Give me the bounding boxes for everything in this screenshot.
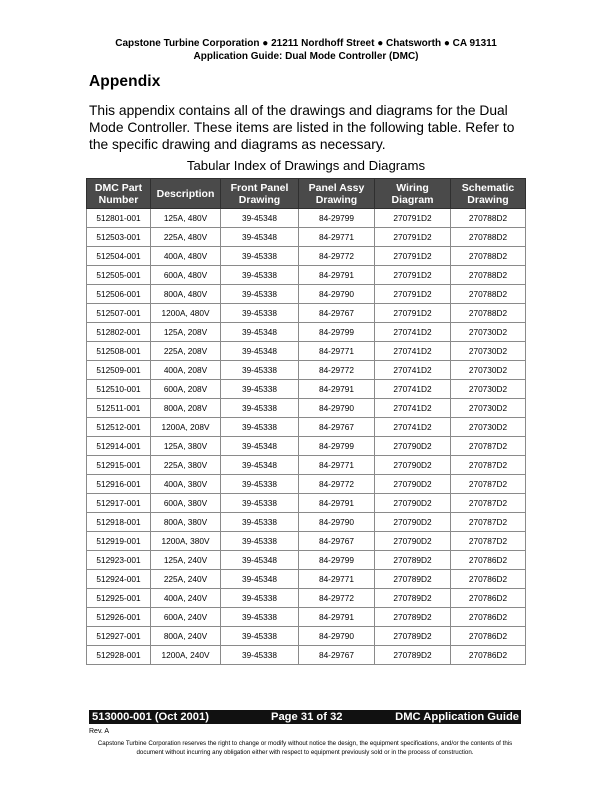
cell-panel-assy: 84-29799 [299, 209, 375, 228]
cell-front-panel: 39-45338 [221, 513, 299, 532]
table-row [87, 437, 526, 456]
footer-disclaimer: Capstone Turbine Corporation reserves the right to change or modify without notice the design, the equipment specifications, and/or the contents of this document without incurring any obligation either with respect to equipment previously sold or in the process of construction. [97, 740, 513, 756]
cell-description: 125A, 480V [151, 209, 221, 228]
cell-wiring: 270789D2 [375, 646, 451, 665]
cell-schematic: 270788D2 [451, 285, 526, 304]
page-header [0, 37, 612, 63]
cell-wiring: 270790D2 [375, 456, 451, 475]
table-row [87, 475, 526, 494]
cell-schematic: 270788D2 [451, 304, 526, 323]
cell-part-number: 512802-001 [87, 323, 151, 342]
cell-wiring: 270741D2 [375, 418, 451, 437]
cell-description: 125A, 380V [151, 437, 221, 456]
cell-front-panel: 39-45338 [221, 494, 299, 513]
table-caption: Tabular Index of Drawings and Diagrams [186, 158, 426, 173]
intro-paragraph: This appendix contains all of the drawings and diagrams for the Dual Mode Controller. These items are listed in the following table. Refer to the specific drawing and diagrams as necessary. [89, 103, 515, 152]
header-address: Capstone Turbine Corporation ● 21211 Nordhoff Street ● Chatsworth ● CA 91311 [115, 38, 497, 49]
cell-wiring: 270741D2 [375, 399, 451, 418]
col-header-description: Description [151, 179, 221, 209]
cell-schematic: 270787D2 [451, 475, 526, 494]
cell-panel-assy: 84-29791 [299, 494, 375, 513]
col-header-front-panel: Front Panel Drawing [221, 179, 299, 209]
cell-front-panel: 39-45348 [221, 209, 299, 228]
cell-front-panel: 39-45338 [221, 418, 299, 437]
cell-description: 125A, 208V [151, 323, 221, 342]
cell-part-number: 512925-001 [87, 589, 151, 608]
cell-description: 400A, 208V [151, 361, 221, 380]
cell-wiring: 270789D2 [375, 627, 451, 646]
cell-schematic: 270787D2 [451, 494, 526, 513]
cell-wiring: 270741D2 [375, 323, 451, 342]
cell-wiring: 270791D2 [375, 228, 451, 247]
cell-description: 800A, 380V [151, 513, 221, 532]
cell-description: 225A, 208V [151, 342, 221, 361]
table-row [87, 209, 526, 228]
cell-part-number: 512917-001 [87, 494, 151, 513]
cell-schematic: 270788D2 [451, 209, 526, 228]
cell-wiring: 270741D2 [375, 380, 451, 399]
cell-part-number: 512919-001 [87, 532, 151, 551]
cell-part-number: 512801-001 [87, 209, 151, 228]
cell-description: 1200A, 380V [151, 532, 221, 551]
table-row [87, 570, 526, 589]
cell-part-number: 512923-001 [87, 551, 151, 570]
cell-front-panel: 39-45348 [221, 342, 299, 361]
cell-schematic: 270787D2 [451, 532, 526, 551]
cell-front-panel: 39-45338 [221, 285, 299, 304]
footer-bar [89, 710, 521, 724]
footer-page-number: Page 31 of 32 [271, 711, 343, 723]
cell-wiring: 270790D2 [375, 494, 451, 513]
cell-panel-assy: 84-29790 [299, 399, 375, 418]
col-header-wiring: Wiring Diagram [375, 179, 451, 209]
table-body [87, 209, 526, 665]
cell-panel-assy: 84-29799 [299, 323, 375, 342]
cell-part-number: 512924-001 [87, 570, 151, 589]
cell-part-number: 512914-001 [87, 437, 151, 456]
cell-front-panel: 39-45338 [221, 304, 299, 323]
cell-part-number: 512510-001 [87, 380, 151, 399]
cell-schematic: 270786D2 [451, 589, 526, 608]
cell-schematic: 270786D2 [451, 570, 526, 589]
cell-schematic: 270786D2 [451, 627, 526, 646]
cell-schematic: 270730D2 [451, 361, 526, 380]
table-row [87, 342, 526, 361]
cell-wiring: 270791D2 [375, 209, 451, 228]
cell-part-number: 512915-001 [87, 456, 151, 475]
cell-front-panel: 39-45348 [221, 228, 299, 247]
table-row [87, 589, 526, 608]
cell-schematic: 270730D2 [451, 399, 526, 418]
cell-schematic: 270786D2 [451, 646, 526, 665]
cell-panel-assy: 84-29790 [299, 627, 375, 646]
col-header-panel-assy: Panel Assy Drawing [299, 179, 375, 209]
cell-description: 125A, 240V [151, 551, 221, 570]
cell-schematic: 270730D2 [451, 418, 526, 437]
cell-front-panel: 39-45348 [221, 437, 299, 456]
cell-wiring: 270789D2 [375, 551, 451, 570]
cell-front-panel: 39-45348 [221, 551, 299, 570]
cell-panel-assy: 84-29771 [299, 570, 375, 589]
cell-panel-assy: 84-29791 [299, 380, 375, 399]
cell-front-panel: 39-45338 [221, 608, 299, 627]
cell-front-panel: 39-45338 [221, 247, 299, 266]
cell-description: 400A, 480V [151, 247, 221, 266]
cell-description: 1200A, 480V [151, 304, 221, 323]
table-row [87, 361, 526, 380]
table-row [87, 285, 526, 304]
header-guide-title: Application Guide: Dual Mode Controller (DMC) [193, 51, 419, 62]
cell-description: 600A, 380V [151, 494, 221, 513]
cell-front-panel: 39-45338 [221, 646, 299, 665]
table-row [87, 494, 526, 513]
table-row [87, 513, 526, 532]
cell-wiring: 270791D2 [375, 247, 451, 266]
cell-panel-assy: 84-29771 [299, 342, 375, 361]
cell-part-number: 512506-001 [87, 285, 151, 304]
cell-schematic: 270730D2 [451, 380, 526, 399]
cell-part-number: 512509-001 [87, 361, 151, 380]
cell-schematic: 270730D2 [451, 323, 526, 342]
table-row [87, 323, 526, 342]
cell-part-number: 512926-001 [87, 608, 151, 627]
cell-schematic: 270787D2 [451, 513, 526, 532]
cell-front-panel: 39-45338 [221, 266, 299, 285]
col-header-schematic: Schematic Drawing [451, 179, 526, 209]
cell-front-panel: 39-45348 [221, 456, 299, 475]
table-row [87, 646, 526, 665]
cell-panel-assy: 84-29790 [299, 285, 375, 304]
cell-panel-assy: 84-29767 [299, 304, 375, 323]
table-row [87, 418, 526, 437]
cell-panel-assy: 84-29767 [299, 418, 375, 437]
footer-guide-name: DMC Application Guide [395, 711, 519, 723]
cell-panel-assy: 84-29791 [299, 266, 375, 285]
cell-panel-assy: 84-29771 [299, 228, 375, 247]
cell-panel-assy: 84-29799 [299, 551, 375, 570]
cell-front-panel: 39-45338 [221, 361, 299, 380]
cell-schematic: 270786D2 [451, 551, 526, 570]
footer-doc-number: 513000-001 (Oct 2001) [92, 711, 209, 723]
cell-panel-assy: 84-29771 [299, 456, 375, 475]
table-row [87, 551, 526, 570]
cell-part-number: 512928-001 [87, 646, 151, 665]
cell-front-panel: 39-45338 [221, 532, 299, 551]
cell-wiring: 270791D2 [375, 285, 451, 304]
cell-panel-assy: 84-29772 [299, 247, 375, 266]
cell-wiring: 270790D2 [375, 532, 451, 551]
cell-part-number: 512504-001 [87, 247, 151, 266]
cell-description: 600A, 208V [151, 380, 221, 399]
cell-schematic: 270788D2 [451, 228, 526, 247]
cell-part-number: 512927-001 [87, 627, 151, 646]
table-row [87, 456, 526, 475]
cell-front-panel: 39-45338 [221, 627, 299, 646]
cell-wiring: 270790D2 [375, 513, 451, 532]
cell-part-number: 512503-001 [87, 228, 151, 247]
table-row [87, 247, 526, 266]
cell-schematic: 270730D2 [451, 342, 526, 361]
cell-description: 1200A, 240V [151, 646, 221, 665]
cell-wiring: 270789D2 [375, 570, 451, 589]
cell-description: 400A, 380V [151, 475, 221, 494]
cell-schematic: 270788D2 [451, 266, 526, 285]
cell-description: 400A, 240V [151, 589, 221, 608]
cell-description: 800A, 480V [151, 285, 221, 304]
cell-part-number: 512507-001 [87, 304, 151, 323]
cell-panel-assy: 84-29772 [299, 475, 375, 494]
cell-part-number: 512916-001 [87, 475, 151, 494]
cell-wiring: 270790D2 [375, 437, 451, 456]
drawings-index-table [86, 178, 526, 665]
cell-schematic: 270788D2 [451, 247, 526, 266]
cell-front-panel: 39-45338 [221, 475, 299, 494]
cell-schematic: 270787D2 [451, 437, 526, 456]
cell-part-number: 512511-001 [87, 399, 151, 418]
cell-part-number: 512918-001 [87, 513, 151, 532]
cell-front-panel: 39-45338 [221, 589, 299, 608]
table-row [87, 608, 526, 627]
cell-description: 600A, 240V [151, 608, 221, 627]
table-row [87, 532, 526, 551]
table-row [87, 627, 526, 646]
cell-wiring: 270790D2 [375, 475, 451, 494]
cell-description: 800A, 240V [151, 627, 221, 646]
col-header-part-number: DMC Part Number [87, 179, 151, 209]
cell-wiring: 270741D2 [375, 361, 451, 380]
cell-panel-assy: 84-29799 [299, 437, 375, 456]
cell-front-panel: 39-45338 [221, 380, 299, 399]
cell-description: 600A, 480V [151, 266, 221, 285]
table-row [87, 304, 526, 323]
table-row [87, 266, 526, 285]
cell-wiring: 270741D2 [375, 342, 451, 361]
cell-description: 1200A, 208V [151, 418, 221, 437]
cell-front-panel: 39-45338 [221, 399, 299, 418]
section-title: Appendix [89, 73, 161, 90]
footer-revision: Rev. A [89, 728, 110, 735]
cell-panel-assy: 84-29772 [299, 361, 375, 380]
cell-description: 225A, 240V [151, 570, 221, 589]
cell-panel-assy: 84-29791 [299, 608, 375, 627]
table-row [87, 399, 526, 418]
table-row [87, 228, 526, 247]
cell-description: 225A, 480V [151, 228, 221, 247]
cell-description: 225A, 380V [151, 456, 221, 475]
table-header-row [87, 179, 526, 209]
table-row [87, 380, 526, 399]
cell-wiring: 270789D2 [375, 608, 451, 627]
cell-description: 800A, 208V [151, 399, 221, 418]
cell-schematic: 270786D2 [451, 608, 526, 627]
cell-panel-assy: 84-29772 [299, 589, 375, 608]
cell-panel-assy: 84-29767 [299, 532, 375, 551]
cell-part-number: 512508-001 [87, 342, 151, 361]
cell-panel-assy: 84-29767 [299, 646, 375, 665]
cell-wiring: 270791D2 [375, 266, 451, 285]
cell-panel-assy: 84-29790 [299, 513, 375, 532]
cell-front-panel: 39-45348 [221, 570, 299, 589]
cell-front-panel: 39-45348 [221, 323, 299, 342]
cell-wiring: 270791D2 [375, 304, 451, 323]
cell-schematic: 270787D2 [451, 456, 526, 475]
cell-wiring: 270789D2 [375, 589, 451, 608]
cell-part-number: 512512-001 [87, 418, 151, 437]
cell-part-number: 512505-001 [87, 266, 151, 285]
